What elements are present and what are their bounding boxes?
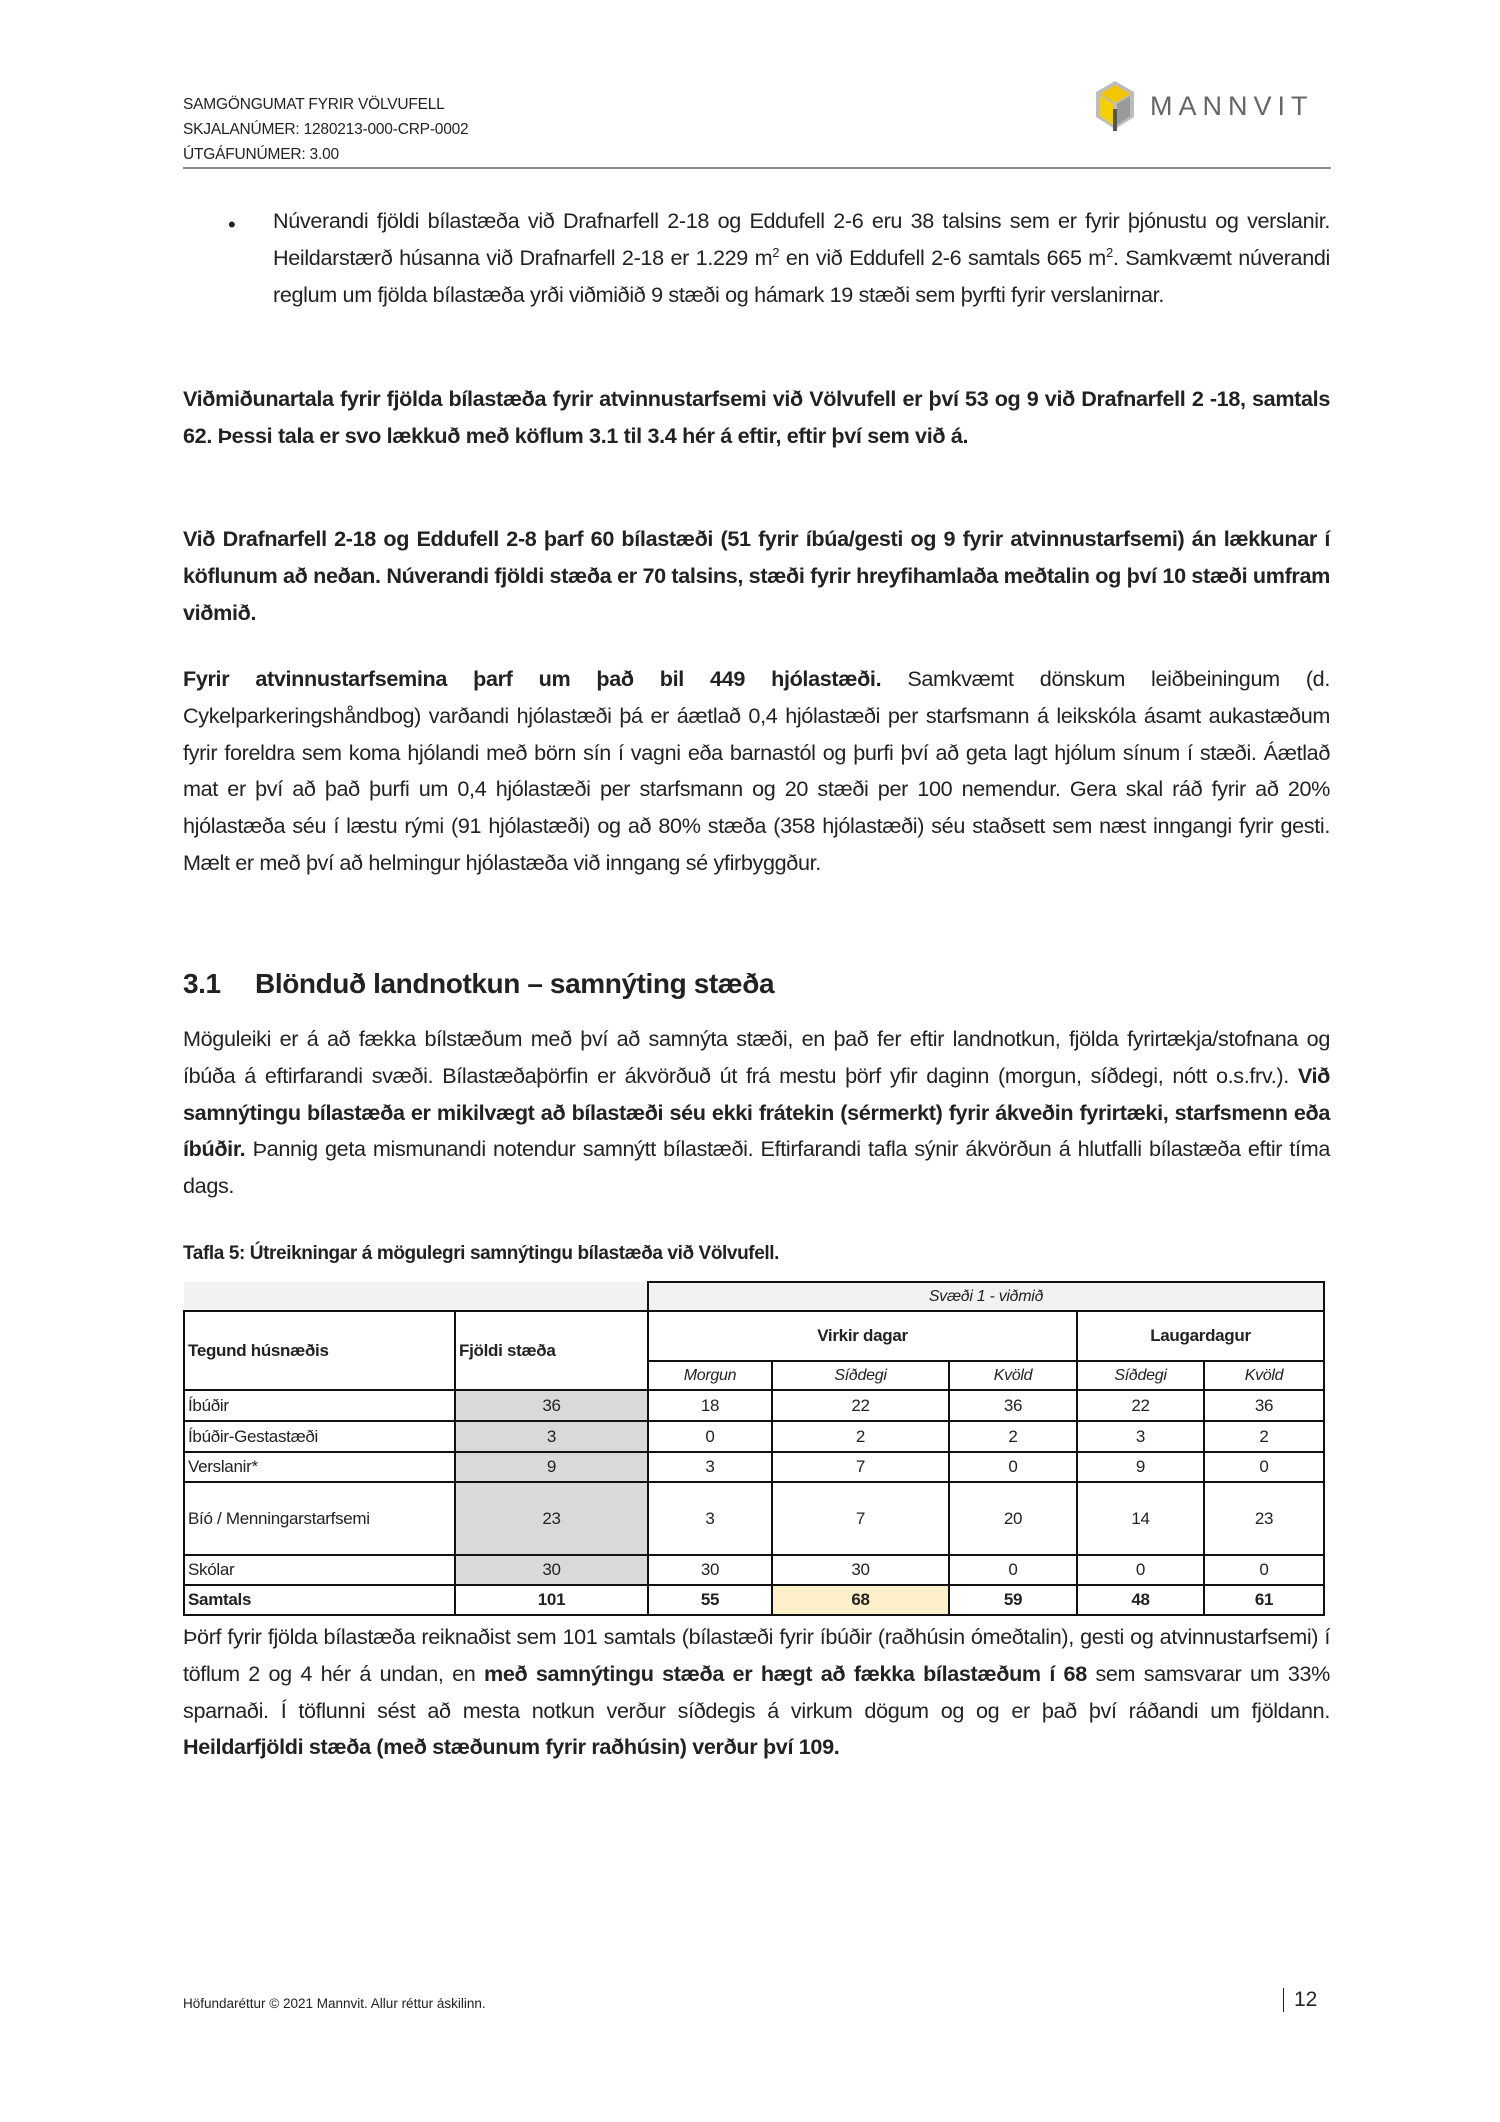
table-cell: 101: [455, 1585, 648, 1615]
paragraph-bicycle-parking: [183, 661, 1330, 882]
superscript: 2: [772, 244, 780, 260]
table-cell: 0: [1077, 1555, 1204, 1585]
logo-text: MANNVIT: [1150, 90, 1314, 121]
sub-header: Kvöld: [1204, 1361, 1324, 1390]
table-cell: 22: [1077, 1390, 1204, 1421]
document-header: [183, 92, 468, 167]
bold-text: með samnýtingu stæða er hægt að fækka bílastæðum í 68: [483, 1660, 1087, 1686]
table-cell: 7: [772, 1452, 949, 1482]
table-cell: 3: [648, 1452, 772, 1482]
table-cell: 0: [648, 1421, 772, 1452]
zone-header: Svæði 1 - viðmið: [648, 1282, 1324, 1311]
table-cell: 2: [1204, 1421, 1324, 1452]
table-cell: 68: [772, 1585, 949, 1615]
header-document-number: SKJALANÚMER: 1280213-000-CRP-0002: [183, 121, 469, 138]
row-label: Verslanir*: [184, 1452, 455, 1482]
table-cell: 9: [1077, 1452, 1204, 1482]
table-cell: 2: [772, 1421, 949, 1452]
footer-copyright: Höfundaréttur © 2021 Mannvit. Allur réttur áskilinn.: [183, 1996, 486, 2011]
table-cell: 48: [1077, 1585, 1204, 1615]
table-cell: 14: [1077, 1482, 1204, 1555]
header-divider: [183, 167, 1331, 169]
sub-header: Kvöld: [949, 1361, 1077, 1390]
group-header-weekdays: Virkir dagar: [648, 1311, 1077, 1361]
table-cell: 0: [1204, 1555, 1324, 1585]
sub-header: Síðdegi: [772, 1361, 949, 1390]
row-label: Skólar: [184, 1555, 455, 1585]
table-cell: 0: [949, 1555, 1077, 1585]
row-label: Íbúðir: [184, 1390, 455, 1421]
column-header-count: Fjöldi stæða: [455, 1311, 648, 1390]
row-label: Íbúðir-Gestastæði: [184, 1421, 455, 1452]
table-cell: 9: [455, 1452, 648, 1482]
text: Þannig geta mismunandi notendur samnýtt bílastæði. Eftirfarandi tafla sýnir ákvörðun á hlutfalli bílastæða eftir tíma dags.: [183, 1136, 1330, 1199]
section-heading: [183, 968, 774, 1000]
text: Núverandi fjöldi bílastæða við Drafnarfell 2-18 og Eddufell 2-6 eru 38 talsins sem er fyrir þjónustu og verslanir. Heildarstærð húsanna við Drafnarfell 2-18 er 1.229 m: [273, 208, 1330, 270]
paragraph-shared-parking: [183, 1021, 1330, 1205]
bullet-icon: •: [228, 212, 236, 237]
table-row: [184, 1452, 1324, 1482]
section-number: 3.1: [183, 968, 221, 999]
table-cell: 59: [949, 1585, 1077, 1615]
text: Möguleiki er á að fækka bílstæðum með því að samnýta stæði, en það fer eftir landnotkun, fjölda fyrirtækja/stofnana og íbúða á eftirfarandi svæði. Bílastæðaþörfin er ákvörðuð út frá mestu þörf yfir daginn (morgun, síðdegi, nótt o.s.frv.).: [183, 1026, 1330, 1088]
shared-parking-table: [183, 1281, 1325, 1616]
bold-text: Fyrir atvinnustarfsemina þarf um það bil 449 hjólastæði.: [183, 666, 882, 691]
section-title: Blönduð landnotkun – samnýting stæða: [255, 968, 775, 999]
table-cell: 7: [772, 1482, 949, 1555]
superscript: 2: [1105, 244, 1113, 260]
table-cell: 3: [648, 1482, 772, 1555]
bold-text: Við samnýtingu bílastæða er mikilvægt að bílastæði séu ekki frátekin (sérmerkt) fyrir ákveðin fyrirtæki, starfsmenn eða íbúðir.: [183, 1062, 1330, 1162]
table-row: [184, 1390, 1324, 1421]
table-row: [184, 1482, 1324, 1555]
table-row: [184, 1421, 1324, 1452]
table-cell: 36: [949, 1390, 1077, 1421]
table-cell: 23: [455, 1482, 648, 1555]
table-cell: 61: [1204, 1585, 1324, 1615]
group-header-saturday: Laugardagur: [1077, 1311, 1324, 1361]
table-cell: 30: [455, 1555, 648, 1585]
table-cell: 23: [1204, 1482, 1324, 1555]
blank-cell: [184, 1282, 648, 1311]
table-cell: 3: [455, 1421, 648, 1452]
table-cell: 36: [455, 1390, 648, 1421]
paragraph-reference-count: Viðmiðunartala fyrir fjölda bílastæða fyrir atvinnustarfsemi við Völvufell er því 53 og 9 við Drafnarfell 2 -18, samtals 62. Þessi tala er svo lækkuð með köflum 3.1 til 3.4 hér á eftir, eftir því sem við á.: [183, 386, 1330, 448]
text: sem samsvarar um 33% sparnaði. Í töflunni sést að mesta notkun verður síðdegis á virkum dögum og og er það því ráðandi um fjöldann.: [183, 1660, 1330, 1723]
table-cell: 20: [949, 1482, 1077, 1555]
sub-header: Morgun: [648, 1361, 772, 1390]
table-cell: 30: [648, 1555, 772, 1585]
paragraph-drafnarfell: Við Drafnarfell 2-18 og Eddufell 2-8 þarf 60 bílastæði (51 fyrir íbúa/gesti og 9 fyrir atvinnustarfsemi) án lækkunar í köflunum að neðan. Núverandi fjöldi stæða er 70 talsins, stæði fyrir hreyfihamlaða meðtalin og því 10 stæði umfram viðmið.: [183, 526, 1330, 625]
text: . Samkvæmt núverandi reglum um fjölda bílastæða yrði viðmiðið 9 stæði og hámark 19 stæði sem þyrfti fyrir verslanirnar.: [273, 244, 1330, 307]
bullet-paragraph: [273, 203, 1330, 313]
paragraph-conclusion: [183, 1619, 1330, 1766]
row-label: Bíó / Menningarstarfsemi: [184, 1482, 455, 1555]
sub-header: Síðdegi: [1077, 1361, 1204, 1390]
table-cell: 0: [949, 1452, 1077, 1482]
header-version: ÚTGÁFUNÚMER: 3.00: [183, 146, 339, 163]
table-cell: 18: [648, 1390, 772, 1421]
mannvit-logo: [1092, 76, 1332, 136]
table-cell: 2: [949, 1421, 1077, 1452]
table-cell: 30: [772, 1555, 949, 1585]
table-cell: 36: [1204, 1390, 1324, 1421]
text: Samkvæmt dönskum leiðbeiningum (d. Cykelparkeringshåndbog) varðandi hjólastæði þá er áætlað 0,4 hjólastæði per starfsmann á leikskóla ásamt aukastæðum fyrir foreldra sem koma hjólandi með börn sín í vagni eða barnastól og þurfi því að geta lagt hjólum sínum í stæði. Áætlað mat er því að það þurfi um 0,4 hjólastæði per starfsmann og 20 stæði per 100 nemendur. Gera skal ráð fyrir að 20% hjólastæða séu í læstu rými (91 hjólastæði) og að 80% stæða (358 hjólastæði) séu staðsett sem næst inngangi fyrir gesti. Mælt er með því að helmingur hjólastæða við inngang sé yfirbyggður.: [183, 666, 1330, 875]
text: Þörf fyrir fjölda bílastæða reiknaðist sem 101 samtals (bílastæði fyrir íbúðir (raðhúsin ómeðtalin), gesti og atvinnustarfsemi) í töflum 2 og 4 hér á undan, en: [183, 1624, 1330, 1686]
logo-cube-icon: [1092, 79, 1138, 133]
table-cell: 0: [1204, 1452, 1324, 1482]
column-header-type: Tegund húsnæðis: [184, 1311, 455, 1390]
table-cell: 3: [1077, 1421, 1204, 1452]
table-row: [184, 1585, 1324, 1615]
page-number: 12: [1283, 1988, 1317, 2012]
table-row: [184, 1555, 1324, 1585]
bold-text: Heildarfjöldi stæða (með stæðunum fyrir raðhúsin) verður því 109.: [183, 1734, 840, 1760]
table-cell: 22: [772, 1390, 949, 1421]
text: en við Eddufell 2-6 samtals 665 m: [779, 244, 1106, 270]
header-title: SAMGÖNGUMAT FYRIR VÖLVUFELL: [183, 96, 445, 113]
row-label: Samtals: [184, 1585, 455, 1615]
table-cell: 55: [648, 1585, 772, 1615]
table-caption: Tafla 5: Útreikningar á mögulegri samnýtingu bílastæða við Völvufell.: [183, 1243, 780, 1264]
